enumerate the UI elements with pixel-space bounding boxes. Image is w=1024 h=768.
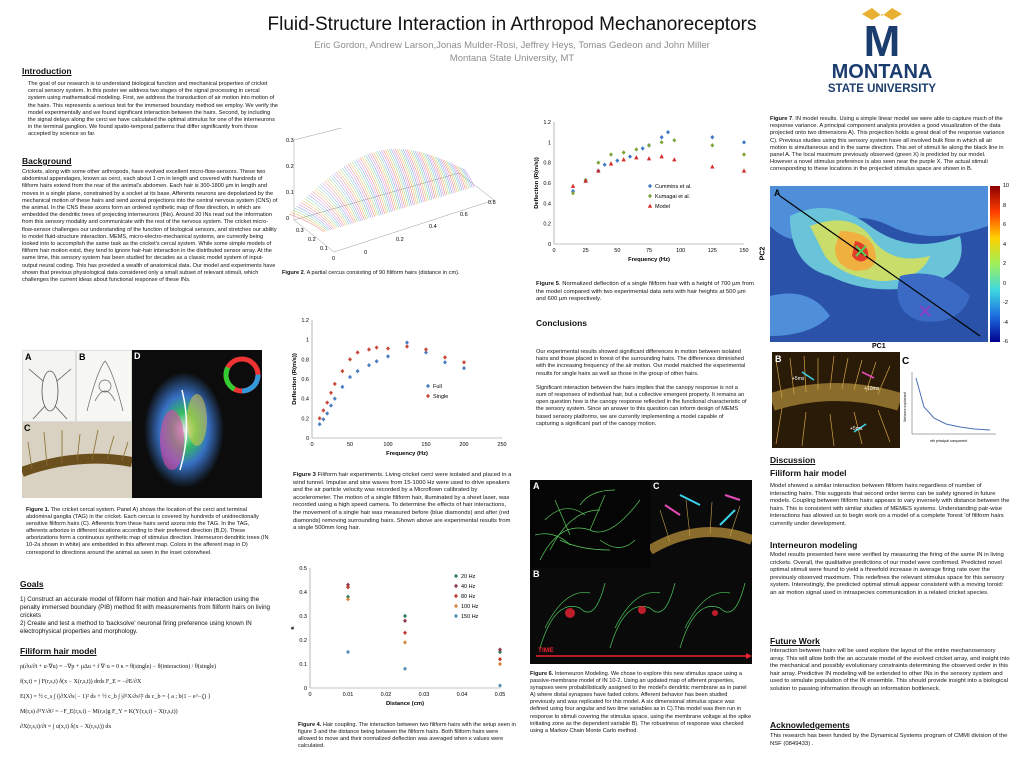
legend-marker xyxy=(648,204,652,208)
fig7-c-xlabel: nth principal component xyxy=(930,439,968,443)
fig1-panel-a-image xyxy=(22,350,76,422)
data-point xyxy=(356,369,360,373)
fig7-pc1-label: PC1 xyxy=(872,343,886,350)
data-point xyxy=(346,597,350,601)
discussion-sub1: Filiform hair model xyxy=(770,468,847,478)
legend-label: Single xyxy=(433,394,449,400)
data-point xyxy=(405,340,409,344)
data-point xyxy=(609,161,613,165)
x-tick-label: 0 xyxy=(552,248,556,254)
poster-title: Fluid-Structure Interaction in Arthropod Mechanoreceptors xyxy=(267,14,757,35)
data-point xyxy=(403,667,407,671)
y-tick-label: 0.6 xyxy=(301,377,309,383)
x-tick-label: 75 xyxy=(645,248,653,254)
data-point xyxy=(615,158,619,162)
logo-line1: MONTANA xyxy=(831,61,933,83)
x-tick-label: 250 xyxy=(497,442,507,448)
montana-state-logo xyxy=(802,8,962,96)
data-point xyxy=(672,138,676,142)
fig2-caption: Figure 2. A partial cercus consisting of 90 filiform hairs (distance in cm). xyxy=(282,270,460,276)
fig1-caption: Figure 1. The cricket cercal system. Panel A) shows the location of the cerci and terminal abdominal ganglia (TAG) in the cricket. Each cercus is covered by hundreds of unidirectionally sensitive filiform hairs (C). Afferents from these hairs send axons into the TAG. In the TAG, afferents arborize in different locations according to their preferred direction (B,D). These arborizations form a continuous synthetic map of stimulus direction. Interneuron dendritic trees (IN 10-2a shown in white) are embedded in this afferent map. Colors in the afferent map in D) correspond to directions around the animal as seen in the inset colorwheel. xyxy=(26,507,269,556)
fig7-c-ylabel: Variance explained xyxy=(903,392,907,422)
background-text: Crickets, along with some other arthropods, have evolved excellent micro-flow-sensors. These two abdominal appendages, known as cerci, each about 1 cm in length and covered with hundreds of filiform hairs extend from the rear of the animal's abdomen. Each hair is 300-1800 µm in length and moves in a single plane, constrained by a socket at its base. Afferents neurons are depolarized by the mechanical motion of these hairs and send axonal projections into the central nervous system (CNS) of the animal. In the CNS these axons form an ordered synthetic map of flow direction, in which are embedded the dendritic trees of projecting interneurons (INs). Around 20 INs read out the information from this sensory modality and communicate with the rest of the nervous system. The cricket micro-flow-sensor challenges our understanding of the function of biological sensors, and stretches our ability to model fluid-structure interaction. MEMS, micro-electro-mechanical systems, are currently being looked into to accomplish the same task as the cricket's cercal system. While some simple models of filiform hair motion exist, they tend to ignore hair-hair interaction in the distributed sensor array. At the same time, this sensory system has been studied for decades as a classic model system of input-output neural coding. This has provided a wealth of anatomical data. Our model and experiments have shown that previous physiological data considered only a small subset of relevant stimuli, which challenges the current ideas about functional response of these INs. xyxy=(22,169,278,284)
data-point xyxy=(647,156,651,160)
data-point xyxy=(424,347,428,351)
fig7-panel-c-plot xyxy=(902,352,998,448)
fig7-colorbar xyxy=(990,186,1000,342)
x-axis-label: Distance (cm) xyxy=(385,701,425,707)
y-tick-label: 0.2 xyxy=(299,638,307,644)
logo-line2: STATE UNIVERSITY xyxy=(827,83,937,95)
colorbar-tick: 0 xyxy=(1003,280,1007,287)
fig7-caption: Figure 7. IN model results. Using a simple linear model we were able to capture much of the response variance. A principal component analysis provides a good visualization of the data projected onto two dimensions A). This projection holds a great deal of the response variance C). Previous studies using this sensory system have all involved bulk flow in which all air motion is simultaneous and in the same direction. This set of stimuli lie along the black line in panel A. The local maximum previously observed (green X) is predicted by our model. However a novel stimulus preference is also seen near the purple X. The actual stimuli corresponding to these locations in the projected stimulus space are shown in B. xyxy=(770,116,1005,173)
hair-strand xyxy=(462,168,472,187)
data-point xyxy=(660,135,664,139)
x-tick-label: 150 xyxy=(421,442,431,448)
y-tick-label: 0.8 xyxy=(301,357,309,364)
colorbar-tick: 6 xyxy=(1003,222,1007,228)
y-tick-label: 0.6 xyxy=(543,181,551,187)
fig7-b-label-2: +10ms xyxy=(864,386,880,392)
x-axis-label: Frequency (Hz) xyxy=(386,451,428,457)
x-tick-label: 125 xyxy=(707,248,717,254)
data-point xyxy=(318,422,322,426)
conclusions-heading: Conclusions xyxy=(536,318,588,328)
data-point xyxy=(462,360,466,364)
x-tick-label: 25 xyxy=(582,248,589,254)
intro-heading: Introduction xyxy=(22,66,72,76)
y-tick-label: 0.8 xyxy=(543,160,551,167)
fig5-caption: Figure 5. Normalized deflection of a single filiform hair with a height of 700 µm from the model compared with two experimental data sets with hair heights at 500 µm and 600 µm respectively. xyxy=(536,281,754,303)
y-tick-label: 0.1 xyxy=(299,662,307,668)
y-tick-label: 0.4 xyxy=(543,201,551,208)
fig6-caption: Figure 6. Interneuron Modeling. We chose to explore this new stimulus space using a passive-membrane model of IN 10-2. Using an updated map of afferent properties, synapses were probabilistically assigned to the model's dendritic membrane as in panel A) where distal synapses have faded colors. Afferent behavior has been studied previously and was replicated for this model. A six dimensional stimulus space was defined using four angular and two time variables as in C).This model was then run in response to stimuli covering the stimulus space, using the membrane voltage at the spike initiating zone as the dependent variable B). The robustness of response was checked using a Markov Chain Monte Carlo method. xyxy=(530,671,752,734)
data-point xyxy=(329,403,333,407)
y-tick-label: 0 xyxy=(303,686,307,692)
data-point xyxy=(321,417,325,421)
legend-marker xyxy=(648,194,652,198)
fig2-ztick: 0.3 xyxy=(286,138,294,144)
data-point xyxy=(634,155,638,159)
data-point xyxy=(367,347,371,351)
fig2-xtick: 0.1 xyxy=(320,246,328,252)
discussion-p1: Model showed a similar interaction between filiform hairs regardless of number of interacting hairs. This suggests that second order terms can be safely ignored in future models. Coupling between filiform hairs appears to vary inversely with distance between the hairs. This is consistent with similar studies of MEMES systems. Understanding pair-wise interactions has allowed us to begin work on a model of a complete 'forest 'of filiform hairs currently under development. xyxy=(770,483,1010,527)
goals-heading: Goals xyxy=(20,579,44,589)
data-point xyxy=(356,350,360,354)
legend-label: 80 Hz xyxy=(461,594,476,600)
data-point xyxy=(403,640,407,644)
fig6-panel-b-image xyxy=(530,568,752,664)
data-point xyxy=(710,135,714,139)
conclusions-p1: Our experimental results showed significant differences in motion between isolated hairs and those placed in forest of the surrounding hairs. The differences diminished with the increasing frequency of the air motion. Our model matched the experimental results for single hairs as well as those in the group of other hairs. xyxy=(536,349,746,377)
fig7-b-label-1: +5ms xyxy=(792,376,805,382)
x-tick-label: 0.01 xyxy=(342,692,354,698)
legend-label: Kumagai et al. xyxy=(655,194,691,200)
equation-3: E(X) = ½ c_s ∫ (|∂X/∂s| − 1)² ds + ½ c_b ∫ |∂²X/∂s²|² ds c_b = { a ; b(1 − e^−ζ) } xyxy=(20,694,211,700)
future-work-heading: Future Work xyxy=(770,636,820,646)
data-point xyxy=(647,143,651,147)
data-point xyxy=(333,382,337,386)
equation-2: f(x,t) = ∫ F(r,s,t) δ(x − X(r,s,t)) drds F_E = −∂E/∂X xyxy=(20,679,142,685)
legend-marker xyxy=(454,594,458,598)
fig2-ztick: 0.2 xyxy=(286,164,294,170)
discussion-p2: Model results presented here were verified by measuring the firing of the same IN in living crickets. Overall, the qualitative predictions of our model were confirmed. Predicted novel optimal stimuli were found to yield a threefold increase in average firing rate over the previously observed maximum. This redefines the relevant stimulus space for this sensory system. Interestingly, the predicted optimal stimuli appear consistent with a moving toroid: an air motion signal used in intraspecies communication in a related cricket species. xyxy=(770,552,1005,596)
filiform-model-heading: Filiform hair model xyxy=(20,646,97,656)
fig3-chart xyxy=(288,314,520,464)
data-point xyxy=(672,157,676,161)
legend-marker xyxy=(426,394,430,398)
data-point xyxy=(660,140,664,144)
data-point xyxy=(346,650,350,654)
data-point xyxy=(321,408,325,412)
data-point xyxy=(742,140,746,144)
colorbar-tick: -4 xyxy=(1003,319,1008,326)
y-tick-label: 0 xyxy=(547,242,551,248)
data-point xyxy=(340,385,344,389)
logo-letter: M xyxy=(863,17,901,66)
data-point xyxy=(659,154,663,158)
colorbar-tick: 2 xyxy=(1003,261,1007,267)
data-point xyxy=(621,157,625,161)
equation-5: ∂X(r,s,t)/∂t = ∫ u(x,t) δ(x − X(r,s,t)) dx xyxy=(20,724,112,730)
legend-marker xyxy=(454,574,458,578)
data-point xyxy=(571,184,575,188)
colorbar-tick: 10 xyxy=(1003,183,1010,189)
fig1-panel-b-image xyxy=(76,350,132,422)
x-tick-label: 150 xyxy=(739,248,749,254)
fig7-colorbar-ticks xyxy=(1003,183,1021,345)
x-tick-label: 0 xyxy=(310,442,314,448)
fig6-label-c: C xyxy=(653,481,660,491)
goals-list xyxy=(20,596,276,636)
fig7-label-a: A xyxy=(774,188,781,198)
data-point xyxy=(367,363,371,367)
y-tick-label: 1 xyxy=(547,140,551,147)
data-point xyxy=(641,146,645,150)
data-point xyxy=(603,163,607,167)
colorbar-tick: -6 xyxy=(1003,339,1008,345)
data-point xyxy=(710,164,714,168)
fig2-3d-plot xyxy=(284,128,514,268)
data-point xyxy=(403,631,407,635)
fig6-label-b: B xyxy=(533,569,540,579)
y-tick-label: 1 xyxy=(305,337,309,344)
future-work-text: Interaction between hairs will be used explore the layout of the entire mechanosensory array. This will allow both the an accurate model of the evolved cricket array, and insight into the mechanical and possibly evolutionary constraints determining the observed order in this hair array. Predictive IN modeling will be extended to other INs in the sensory system and used to simulate population of the IN ensemble. This should provide insight into a biological solution to passing information through an information bottleneck. xyxy=(770,648,1010,692)
fig1-label-d: D xyxy=(134,351,141,361)
equation-4: M(r,s) ∂²Y/∂t² = −F_E(r,s,t) − M(r,s)g F_Y = K(Y(r,s,t) − X(r,s,t)) xyxy=(20,709,178,715)
x-tick-label: 0 xyxy=(308,692,312,698)
filiform-equations xyxy=(20,660,278,735)
fig6-time-label: TIME xyxy=(538,647,554,654)
legend-label: Cummins et al. xyxy=(655,184,692,190)
fig6-panel-c-image xyxy=(650,480,752,568)
fig7-panel-a-heatmap xyxy=(770,186,988,342)
legend-marker xyxy=(454,584,458,588)
background-heading: Background xyxy=(22,156,72,166)
y-tick-label: 0.2 xyxy=(543,221,551,228)
fig2-ztick: 0.1 xyxy=(286,190,294,196)
colorbar-tick: 4 xyxy=(1003,241,1007,248)
fig1-label-a: A xyxy=(25,352,32,362)
legend-label: 40 Hz xyxy=(461,584,476,590)
data-point xyxy=(498,647,502,651)
x-tick-label: 50 xyxy=(346,442,354,448)
fig3-caption: Figure 3 Filiform hair experiments. Living cricket cerci were isolated and placed in a wind tunnel. Impulse and sine waves from 15-1000 Hz were used to drive speakers and the air particle velocity was recorded by a Microflown calibrated by accelerometer. The motion of a single filiform hair, illuminated by a sheet laser, was recorded using a high speed camera. To determine the effects of hair interactions, the movement of a single hair was measured before (blue diamonds) and after (red diamonds) removing surrounding hairs. Shown above are experimental results from a single 500mm long hair. xyxy=(293,472,512,532)
y-axis-label: Deflection (R(m/s)) xyxy=(534,157,540,209)
data-point xyxy=(622,150,626,154)
data-point xyxy=(346,585,350,589)
colorbar-tick: -2 xyxy=(1003,300,1008,306)
fig4-chart xyxy=(286,562,518,712)
y-axis-label: κ xyxy=(290,626,296,630)
fig6-panel-a-image xyxy=(530,480,650,568)
x-tick-label: 200 xyxy=(459,442,469,448)
discussion-heading: Discussion xyxy=(770,455,816,465)
data-point xyxy=(742,168,746,172)
fig2-xtick: 0 xyxy=(332,256,336,262)
conclusions-text xyxy=(536,349,748,428)
goal-item-1: 1) Construct an accurate model of filiform hair motion and hair-hair interaction using the penalty immersed boundary (PIB) method fit with measurements from filiform hairs on living crickets xyxy=(20,596,271,619)
data-point xyxy=(498,657,502,661)
data-point xyxy=(596,160,600,164)
data-point xyxy=(498,683,502,687)
y-tick-label: 1.2 xyxy=(301,318,309,324)
x-tick-label: 0.04 xyxy=(456,692,468,698)
data-point xyxy=(403,614,407,618)
hair-strand xyxy=(444,160,457,192)
x-axis-label: Frequency (Hz) xyxy=(628,257,670,263)
fig2-ytick: 0.2 xyxy=(396,237,404,243)
data-point xyxy=(710,143,714,147)
data-point xyxy=(498,662,502,666)
data-point xyxy=(634,147,638,151)
x-tick-label: 0.05 xyxy=(494,692,506,698)
legend-label: Model xyxy=(655,204,670,210)
goal-item-2: 2) Create and test a method to 'backsolve' neuronal firing preference using known IN electrophysical properties and morphology. xyxy=(20,620,252,635)
data-point xyxy=(386,346,390,350)
x-tick-label: 50 xyxy=(614,248,621,254)
data-point xyxy=(666,130,670,134)
fig2-ytick: 0 xyxy=(364,250,368,256)
data-point xyxy=(609,152,613,156)
colorbar-tick: 8 xyxy=(1003,202,1007,209)
legend-marker xyxy=(454,604,458,608)
legend-marker xyxy=(454,614,458,618)
fig1-label-c: C xyxy=(24,423,31,433)
data-point xyxy=(348,375,352,379)
legend-label: 100 Hz xyxy=(461,604,479,610)
equation-1: ρ(∂u/∂t + u·∇u) = −∇p + μΔu + f ∇·u = 0 κ = θ(single) − θ(interaction) / θ(single) xyxy=(20,664,217,670)
fig7-pc2-label: PC2 xyxy=(759,246,767,261)
fig2-xtick: 0.3 xyxy=(296,228,304,234)
legend-marker xyxy=(648,184,652,188)
fig1-panel-c-image xyxy=(22,422,132,498)
x-tick-label: 0.03 xyxy=(418,692,430,698)
y-tick-label: 0.4 xyxy=(301,396,309,403)
fig7-label-b: B xyxy=(775,354,782,364)
fig2-ytick: 0.6 xyxy=(460,212,468,218)
x-tick-label: 100 xyxy=(676,248,686,254)
y-tick-label: 0.4 xyxy=(299,590,307,596)
data-point xyxy=(318,416,322,420)
fig7-label-c: C xyxy=(902,356,910,367)
legend-marker xyxy=(426,384,430,388)
intro-text: The goal of our research is to understand biological function and mechanical properties of cricket cercal sensory system. In this poster we address two stages of the signal processing in cercal system using mathematical modeling. First, we address the transduction of air motion into motion of the hairs. This represents a serious test for the immersed boundary method we employ. We verify the model experimentally and we found significant interaction between the hairs. Second, by including the signal delays along the cerci we have calculated the optimal stimulus for one of the interneurons in the terminal ganglion. We found spatio-temporal patterns that differ significantly from those accepted by science so far. xyxy=(28,81,278,138)
fig6-label-a: A xyxy=(533,481,540,491)
fig5-chart xyxy=(532,116,758,266)
data-point xyxy=(742,152,746,156)
data-point xyxy=(405,344,409,348)
y-tick-label: 1.2 xyxy=(543,120,551,126)
fig1-panel-d-image xyxy=(132,350,262,498)
data-point xyxy=(348,357,352,361)
fig2-ytick: 0.8 xyxy=(488,200,496,206)
conclusions-p2: Significant interaction between the hairs implies that the canopy response is not a sum of responses of individual hair, but a collective emergent property. It remains an open question how is the canopy response reflected in the functional characteristic of the sensory system. Since an answer to this question can inform design of MEMS based sensory platforms, we are currently implementing a model capable of capturing a significant part of the canopy motion. xyxy=(536,384,747,427)
y-tick-label: 0.5 xyxy=(299,566,307,572)
data-point xyxy=(443,355,447,359)
fig2-ytick: 0.4 xyxy=(429,224,437,230)
data-point xyxy=(628,154,632,158)
x-tick-label: 0.02 xyxy=(380,692,392,698)
data-point xyxy=(325,400,329,404)
fig2-ztick: 0 xyxy=(286,216,290,222)
data-point xyxy=(443,360,447,364)
y-axis-label: Deflection (R(m/s)) xyxy=(292,353,298,405)
fig7-b-label-3: +5ms xyxy=(850,426,863,432)
data-point xyxy=(329,391,333,395)
y-tick-label: 0.3 xyxy=(299,614,307,620)
x-tick-label: 100 xyxy=(383,442,393,448)
legend-label: 20 Hz xyxy=(461,574,476,580)
hair-strand xyxy=(458,166,469,188)
data-point xyxy=(333,396,337,400)
data-point xyxy=(340,369,344,373)
poster-authors: Eric Gordon, Andrew Larson,Jonas Mulder-Rosi, Jeffrey Heys, Tomas Gedeon and John Miller xyxy=(314,40,710,51)
data-point xyxy=(325,411,329,415)
discussion-sub2: Interneuron modeling xyxy=(770,540,858,550)
fig2-xtick: 0.2 xyxy=(308,237,316,243)
acknowledgements-heading: Acknowledgements xyxy=(770,720,850,730)
y-tick-label: 0 xyxy=(305,436,309,442)
acknowledgements-text: This research has been funded by the Dynamical Systems program of CMMI division of the NSF (0849433) . xyxy=(770,733,1008,747)
data-point xyxy=(375,359,379,363)
fig4-caption: Figure 4. Hair coupling. The interaction between two filiform hairs with the setup seen in figure 3 and the distance being between the filiform hairs. Both filiform hairs were allowed to move and their normalized deflection was averaged when κ values were calculated. xyxy=(298,722,516,750)
y-tick-label: 0.2 xyxy=(301,416,309,423)
legend-label: 150 Hz xyxy=(461,614,479,620)
data-point xyxy=(462,366,466,370)
data-point xyxy=(386,354,390,358)
fig1-label-b: B xyxy=(79,352,86,362)
legend-label: Full xyxy=(433,384,442,390)
fig7-panel-b-image xyxy=(772,352,900,448)
data-point xyxy=(403,619,407,623)
data-point xyxy=(375,345,379,349)
poster-affiliation: Montana State University, MT xyxy=(449,53,575,64)
